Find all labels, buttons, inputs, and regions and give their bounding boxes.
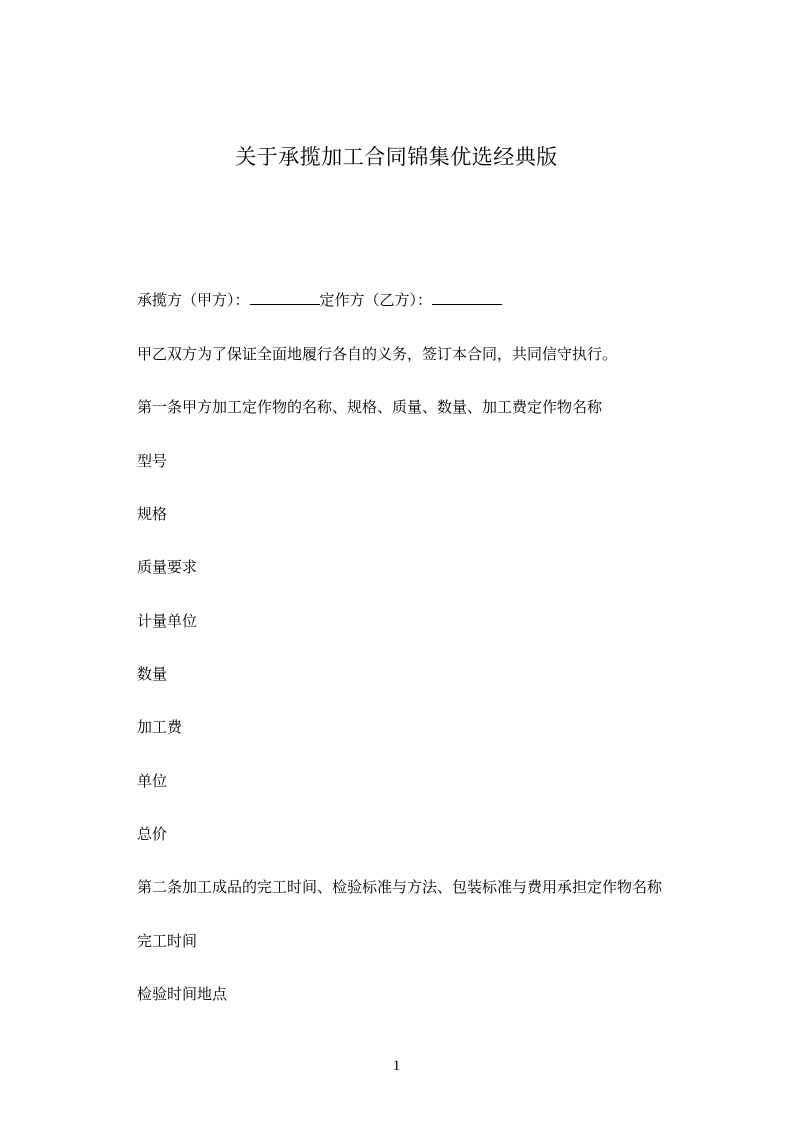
item-unit: 单位 xyxy=(137,772,168,790)
item-quantity: 数量 xyxy=(137,665,168,683)
item-completion-time: 完工时间 xyxy=(137,932,198,950)
contractor-blank xyxy=(250,290,320,305)
article-1-heading: 第一条甲方加工定作物的名称、规格、质量、数量、加工费定作物名称 xyxy=(137,398,603,416)
document-title: 关于承揽加工合同锦集优选经典版 xyxy=(235,145,558,169)
item-spec: 规格 xyxy=(137,505,168,523)
contractor-label: 承揽方（甲方）： xyxy=(137,291,250,309)
orderer-blank xyxy=(432,290,502,305)
item-inspection-time-place: 检验时间地点 xyxy=(137,985,228,1003)
parties-line xyxy=(137,290,502,310)
item-unit-of-measure: 计量单位 xyxy=(137,612,198,630)
article-2-heading: 第二条加工成品的完工时间、检验标准与方法、包装标准与费用承担定作物名称 xyxy=(137,878,663,896)
paragraph-intro: 甲乙双方为了保证全面地履行各自的义务，签订本合同，共同信守执行。 xyxy=(137,345,618,363)
page-number: 1 xyxy=(392,1058,401,1074)
orderer-label: 定作方（乙方）： xyxy=(319,291,433,309)
item-total-price: 总价 xyxy=(137,825,168,843)
item-model: 型号 xyxy=(137,452,168,470)
item-quality: 质量要求 xyxy=(137,558,198,576)
item-processing-fee: 加工费 xyxy=(137,718,183,736)
